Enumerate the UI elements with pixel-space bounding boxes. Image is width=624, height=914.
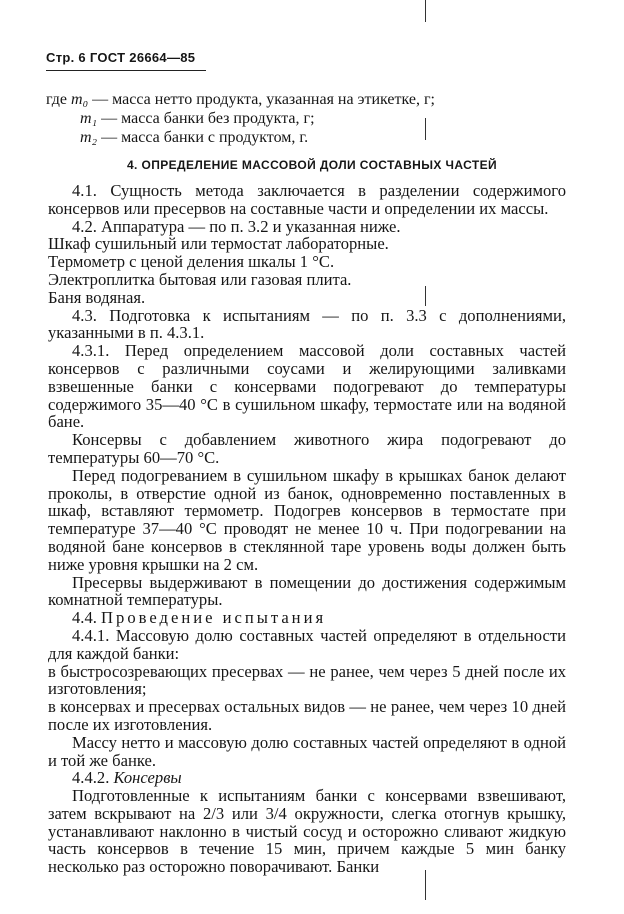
definition-m1 [80,110,315,128]
paragraph-4-4-2-number: 4.4.2. [72,768,114,788]
fold-mark [425,118,426,140]
paragraph-4-3: 4.3. Подготовка к испытаниям — по п. 3.3 с дополнениями, указанными в п. 4.3.1. [48,305,566,343]
paragraph-termometr: Термометр с ценой деления шкалы 1 °С. [48,252,335,272]
paragraph-4-2: 4.2. Аппаратура — по п. 3.2 и указанная ниже. [72,216,401,236]
paragraph-4-4-number: 4.4. [72,608,102,628]
definition-m2 [80,129,308,147]
paragraph-plitka: Электроплитка бытовая или газовая плита. [48,269,352,289]
fold-mark [425,0,426,22]
definition-symbol: m₀ [71,91,89,108]
definition-text: — масса банки с продуктом, г. [97,129,309,146]
definition-prefix: где [46,91,72,108]
header-rule [46,70,206,71]
paragraph-4-4-2 [48,769,566,787]
definition-m0 [46,91,435,109]
definition-text: — масса банки без продукта, г; [97,110,315,127]
paragraph-4-4-2-title: Консервы [113,768,182,788]
paragraph-pered: Перед подогреванием в сушильном шкафу в крышках банок делают проколы, в отверстие одной из банок, одновременно поставленных в шкаф, вставляют термометр. Подогрев консервов в термостате при температуре 37—40 °С проводят не менее 10 ч. При подогревании на водяной бане консервов в стеклянной таре уровень воды должен быть ниже уровня крышки на 2 см. [48,465,566,574]
paragraph-4-3-1: 4.3.1. Перед определением массовой доли составных частей консервов с различными соусами и желирующими заливками взвешенные банки с консервами подогревают до температуры содержимого 35—40 °С в сушильном шкафу, термостате или на водяной бане. [48,341,566,432]
paragraph-massa: Массу нетто и массовую долю составных частей определяют в одной и той же банке. [48,732,566,770]
paragraph-banya: Баня водяная. [48,287,146,307]
paragraph-shkaf: Шкаф сушильный или термостат лабораторные. [48,234,389,254]
definition-symbol: m₁ [80,110,98,127]
paragraph-4-4 [48,609,566,627]
document-body [48,182,566,876]
paragraph-bystro: в быстросозревающих пресервах — не ранее, чем через 5 дней после их изготовления; [48,661,566,699]
paragraph-zhir: Консервы с добавлением животного жира подогревают до температуры 60—70 °С. [48,430,566,467]
paragraph-ostal: в консервах и пресервах остальных видов — не ранее, чем через 10 дней после их изготовления. [48,697,566,734]
paragraph-4-1: 4.1. Сущность метода заключается в разделении содержимого консервов или пресервов на составные части и определении их массы. [48,181,566,218]
paragraph-4-4-1: 4.4.1. Массовую долю составных частей определяют в отдельности для каждой банки: [48,625,566,663]
section-heading: 4. ОПРЕДЕЛЕНИЕ МАССОВОЙ ДОЛИ СОСТАВНЫХ ЧАСТЕЙ [126,158,498,172]
paragraph-4-4-title: Проведение испытания [101,608,327,628]
definition-text: — масса нетто продукта, указанная на этикетке, г; [88,91,435,108]
definition-symbol: m₂ [80,129,98,146]
page-header: Стр. 6 ГОСТ 26664—85 [46,50,196,65]
paragraph-podgot: Подготовленные к испытаниям банки с консервами взвешивают, затем вскрывают на 2/3 или 3/4 окружности, слегка отогнув крышку, устанавливают наклонно в чистый сосуд и осторожно сливают жидкую часть консервов в течение 15 мин, причем каждые 5 мин банку несколько раз осторожно поворачивают. Банки [48,786,566,877]
paragraph-preservy: Пресервы выдерживают в помещении до достижения содержимым комнатной температуры. [48,572,566,610]
